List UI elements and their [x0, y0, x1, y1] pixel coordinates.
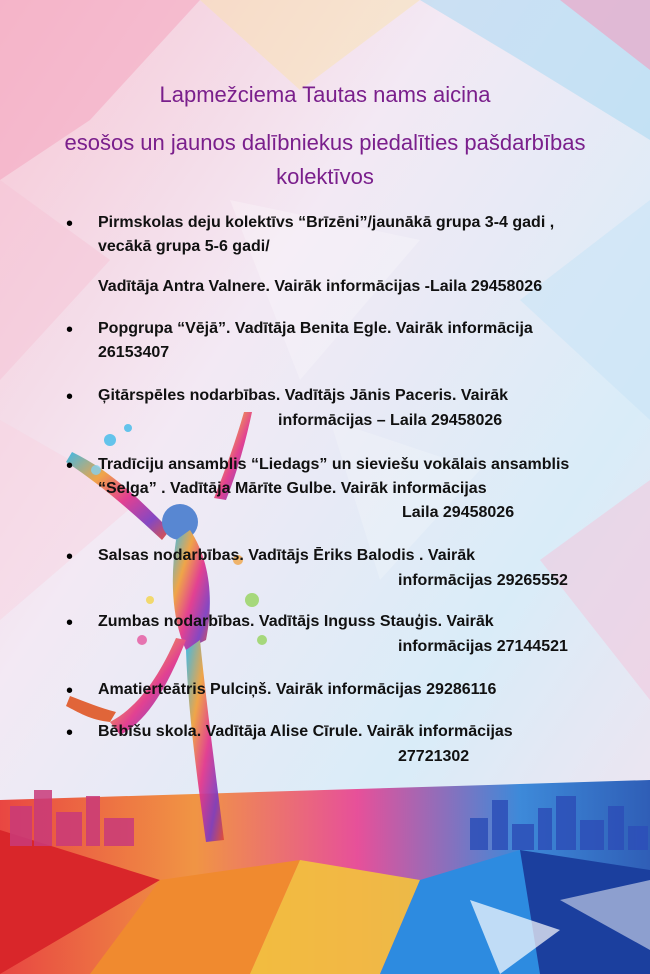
list-item-line: 26153407	[98, 344, 170, 361]
list-item-line: Pirmskolas deju kolektīvs “Brīzēni”/jaunākā grupa 3-4 gadi ,	[98, 214, 555, 231]
list-item-line: “Selga” . Vadītāja Mārīte Gulbe. Vairāk informācijas	[98, 480, 487, 497]
poster-title: Lapmežciema Tautas nams aicina	[159, 82, 491, 107]
list-item-line: vecākā grupa 5-6 gadi/	[98, 238, 270, 255]
list-item-line: Ģitārspēles nodarbības. Vadītājs Jānis Paceris. Vairāk	[98, 387, 508, 404]
bullet-icon: •	[66, 455, 74, 477]
bullet-icon: •	[66, 612, 74, 634]
list-item-line: Amatierteātris Pulciņš. Vairāk informācijas 29286116	[98, 681, 497, 698]
list-item-line: Vadītāja Antra Valnere. Vairāk informācijas -Laila 29458026	[98, 278, 543, 295]
list-item-line: informācijas 27144521	[398, 638, 568, 655]
list-item-line: Salsas nodarbības. Vadītājs Ēriks Balodis . Vairāk	[98, 547, 476, 564]
list-item-line: Popgrupa “Vējā”. Vadītāja Benita Egle. Vairāk informācija	[98, 320, 533, 337]
poster-subtitle-line-1: esošos un jaunos dalībniekus piedalīties pašdarbības	[64, 130, 586, 155]
bullet-icon: •	[66, 213, 74, 235]
list-item-line: informācijas 29265552	[398, 572, 568, 589]
bullet-icon: •	[66, 319, 74, 341]
bullet-icon: •	[66, 386, 74, 408]
poster-subtitle-line-2: kolektīvos	[276, 164, 374, 189]
list-item-line: 27721302	[398, 748, 470, 765]
bullet-icon: •	[66, 722, 74, 744]
bullet-icon: •	[66, 680, 74, 702]
list-item-line: Zumbas nodarbības. Vadītājs Inguss Stauģis. Vairāk	[98, 613, 494, 630]
list-item-line: informācijas – Laila 29458026	[278, 412, 503, 429]
bullet-icon: •	[66, 546, 74, 568]
list-item-line: Bēbīšu skola. Vadītāja Alise Cīrule. Vairāk informācijas	[98, 723, 513, 740]
list-item-line: Laila 29458026	[402, 504, 515, 521]
list-item-line: Tradīciju ansamblis “Liedags” un sieviešu vokālais ansamblis	[98, 456, 570, 473]
